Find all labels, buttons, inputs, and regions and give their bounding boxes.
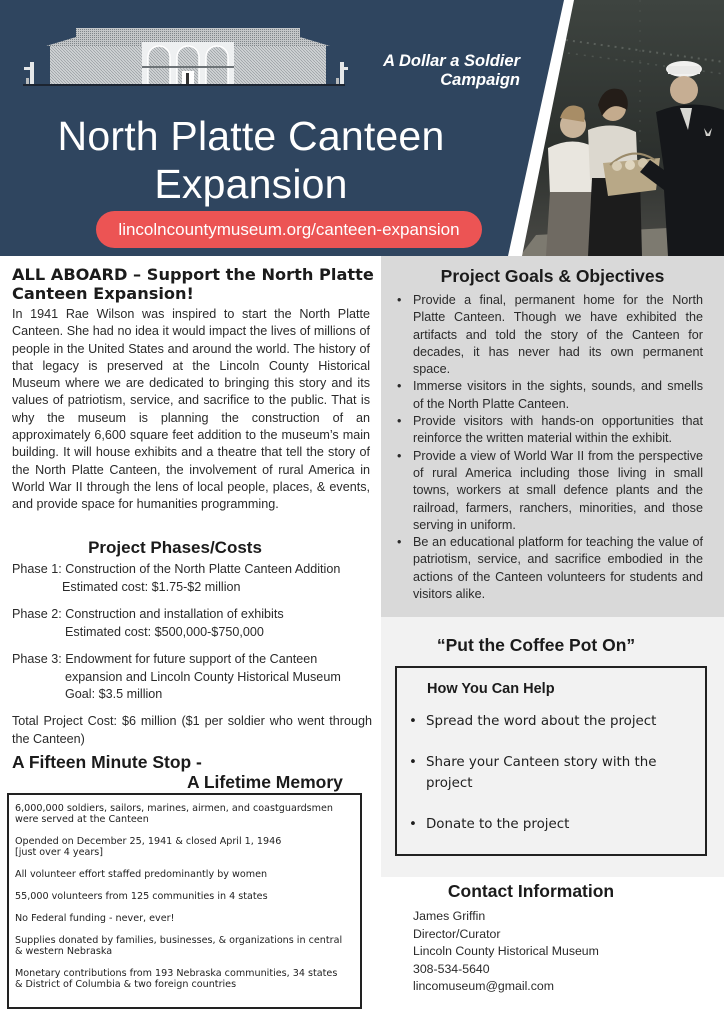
bullet-icon: • xyxy=(397,414,402,429)
fact-item xyxy=(15,935,354,957)
bullet-icon: • xyxy=(409,755,417,770)
title-line-2: Expansion xyxy=(154,161,348,207)
page-title xyxy=(0,112,502,208)
campaign-tagline xyxy=(383,52,520,90)
fact-text: Opended on December 25, 1941 & closed April 1, 1946 xyxy=(15,836,282,847)
help-text: Spread the word about the project xyxy=(426,714,657,729)
fact-text: Monetary contributions from 193 Nebraska communities, 34 states xyxy=(15,968,338,979)
canteen-facts-box xyxy=(7,795,362,1009)
how-you-can-help-heading: How You Can Help xyxy=(427,681,555,697)
phase-cost: Estimated cost: $1.75-$2 million xyxy=(62,579,241,594)
goals-heading: Project Goals & Objectives xyxy=(440,266,665,286)
phase-goal: Goal: $3.5 million xyxy=(65,687,163,701)
goal-item xyxy=(397,448,703,534)
contact-role: Director/Curator xyxy=(413,926,501,941)
goals-list xyxy=(397,292,703,603)
phase-label: Phase 1: xyxy=(12,562,62,576)
phase-item xyxy=(12,561,372,596)
phase-description-continued: expansion and Lincoln County Historical Museum xyxy=(65,669,341,684)
phase-cost: Estimated cost: $500,000-$750,000 xyxy=(65,624,264,639)
contact-name: James Griffin xyxy=(413,909,486,923)
help-text: Donate to the project xyxy=(426,817,570,832)
header-banner xyxy=(0,0,724,256)
help-item xyxy=(409,711,699,732)
fact-text: No Federal funding - never, ever! xyxy=(15,913,175,924)
canteen-building-illustration xyxy=(18,23,348,87)
bullet-icon: • xyxy=(397,293,402,307)
stop-heading-line-2: A Lifetime Memory xyxy=(187,772,343,792)
goal-text: Be an educational platform for teaching the value of patriotism, service, and sacrifice embodied in the actions of the Canteen volunteers for students and visitors alike. xyxy=(413,535,703,602)
phase-label: Phase 3: xyxy=(12,652,62,666)
fact-text: All volunteer effort staffed predominantly by women xyxy=(15,869,268,880)
fact-text: 55,000 volunteers from 125 communities in 4 states xyxy=(15,891,268,902)
goal-text: Provide a final, permanent home for the North Platte Canteen. Though we have exhibited the artifacts and told the story of the Canteen for decades, it has never had its own permanent space. xyxy=(413,293,703,377)
contact-phone[interactable]: 308-534-5640 xyxy=(413,961,490,976)
bullet-icon: • xyxy=(397,535,402,550)
fact-item xyxy=(15,836,354,858)
contact-organization: Lincoln County Historical Museum xyxy=(413,944,599,958)
phase-label: Phase 2: xyxy=(12,607,62,621)
goal-text: Immerse visitors in the sights, sounds, and smells of the North Platte Canteen. xyxy=(413,379,703,411)
phase-item xyxy=(12,606,372,641)
title-line-1: North Platte Canteen xyxy=(57,113,445,159)
phase-description: Construction and installation of exhibits xyxy=(65,607,284,621)
fact-item xyxy=(15,968,354,990)
fact-item xyxy=(15,913,354,924)
goal-item xyxy=(397,378,703,413)
total-project-cost: Total Project Cost: $6 million ($1 per soldier who went through the Canteen) xyxy=(12,714,372,746)
campaign-url-link[interactable]: lincolncountymuseum.org/canteen-expansion xyxy=(96,211,482,248)
phase-item xyxy=(12,651,372,704)
contact-heading: Contact Information xyxy=(447,881,615,901)
fact-text: were served at the Canteen xyxy=(15,814,149,825)
fact-text: [just over 4 years] xyxy=(15,847,104,858)
help-item xyxy=(409,752,699,794)
coffee-pot-heading: “Put the Coffee Pot On” xyxy=(436,635,636,655)
fact-item xyxy=(15,869,354,880)
phase-description: Endowment for future support of the Canteen xyxy=(65,652,318,666)
goal-item xyxy=(397,413,703,448)
stop-heading-line-1: A Fifteen Minute Stop - xyxy=(12,752,202,772)
goal-item xyxy=(397,292,703,378)
fact-item xyxy=(15,891,354,902)
bullet-icon: • xyxy=(409,714,417,729)
bullet-icon: • xyxy=(397,448,402,463)
phases-heading: Project Phases/Costs xyxy=(88,538,262,557)
bullet-icon: • xyxy=(397,379,402,394)
phase-description: Construction of the North Platte Canteen Addition xyxy=(65,562,341,576)
tagline-line-2: Campaign xyxy=(440,71,520,89)
fact-text: 6,000,000 soldiers, sailors, marines, airmen, and coastguardsmen xyxy=(15,803,334,814)
about-heading: ALL ABOARD – Support the North Platte Canteen Expansion! xyxy=(12,265,374,303)
goal-text: Provide visitors with hands-on opportunities that reinforce the written material within the exhibit. xyxy=(413,414,703,446)
help-list xyxy=(409,711,699,835)
about-paragraph: In 1941 Rae Wilson was inspired to start the North Platte Canteen. She had no idea it would impact the lives of millions of people in the United States and around the world. The history of that legacy is preserved at the Lincoln County Historical Museum where we are dedicated to bringing this story and its values of patriotism, service, and sacrifice to the public. That is why the museum is planning the construction of an approximately 6,600 square feet addition to the museum’s main building. It will house exhibits and a theatre that tell the story of the North Platte Canteen, the involvement of rural America in World War II through the lens of local people, places, & events, and provide space for humanities programming. xyxy=(12,307,370,512)
contact-email[interactable]: lincomuseum@gmail.com xyxy=(413,979,554,993)
tagline-line-1: A Dollar a Soldier xyxy=(383,52,520,70)
help-item xyxy=(409,814,699,835)
fact-item xyxy=(15,803,354,825)
fact-text: & western Nebraska xyxy=(15,946,113,957)
fact-text: & District of Columbia & two foreign countries xyxy=(15,979,237,990)
bullet-icon: • xyxy=(409,817,417,832)
goal-item xyxy=(397,534,703,603)
contact-block xyxy=(413,908,599,996)
goal-text: Provide a view of World War II from the perspective of rural America including those living in small towns, workers at small defence plants and the railroad, farmers, ranchers, minorities, and those serving in uniform. xyxy=(413,448,703,532)
help-text: Share your Canteen story with the project xyxy=(426,755,657,791)
fact-text: Supplies donated by families, businesses, & organizations in central xyxy=(15,935,343,946)
